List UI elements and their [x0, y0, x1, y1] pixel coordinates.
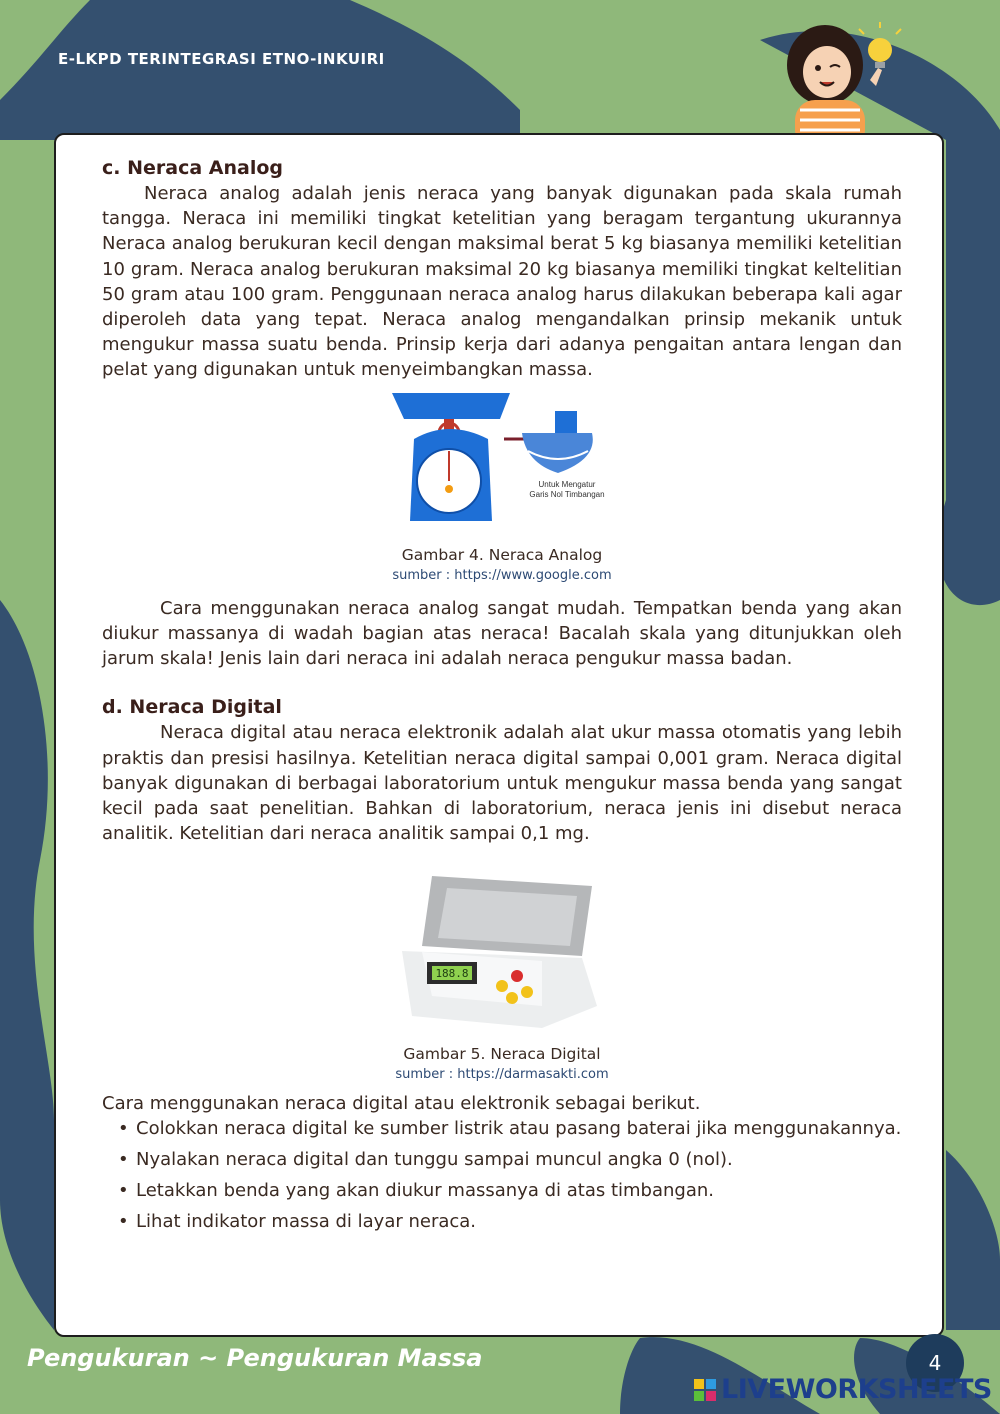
figure-5-caption: Gambar 5. Neraca Digital: [403, 1044, 601, 1063]
inset-label-1: Untuk Mengatur: [538, 479, 596, 489]
page-content: [102, 156, 902, 1241]
page-number: 4: [906, 1334, 964, 1392]
section-d-heading: d. Neraca Digital: [102, 696, 282, 719]
digital-scale-image: [392, 866, 612, 1031]
liveworksheets-brand: LIVEWORKSHEETS: [721, 1374, 992, 1405]
list-item: • Lihat indikator massa di layar neraca.: [136, 1209, 902, 1234]
scale-display-value: 188.8: [435, 967, 469, 981]
steps-intro: Cara menggunakan neraca digital atau elektronik sebagai berikut.: [102, 1092, 701, 1114]
section-c-paragraph-2: Cara menggunakan neraca analog sangat mudah. Tempatkan benda yang akan diukur massanya di wadah bagian atas neraca! Bacalah skala yang ditunjukkan oleh jarum skala! Jenis lain dari neraca ini adalah neraca pengukur massa badan.: [102, 597, 902, 670]
figure-5-source: sumber : https://darmasakti.com: [395, 1066, 609, 1082]
liveworksheets-icon: [694, 1379, 716, 1401]
analog-scale-image: [392, 389, 612, 527]
steps-list: [102, 1116, 902, 1235]
figure-4-source: sumber : https://www.google.com: [392, 567, 612, 583]
inset-label-2: Garis Nol Timbangan: [529, 489, 605, 499]
figure-4-caption: Gambar 4. Neraca Analog: [401, 545, 603, 564]
footer-title: Pengukuran ~ Pengukuran Massa: [27, 1344, 483, 1372]
header-title: E-LKPD TERINTEGRASI ETNO-INKUIRI: [58, 50, 385, 68]
section-c-heading: c. Neraca Analog: [102, 157, 283, 179]
list-item: • Nyalakan neraca digital dan tunggu sampai muncul angka 0 (nol).: [136, 1147, 902, 1172]
figure-digital-scale: [102, 866, 902, 1038]
list-item: • Colokkan neraca digital ke sumber listrik atau pasang baterai jika menggunakannya.: [136, 1116, 902, 1141]
section-c-paragraph-1: Neraca analog adalah jenis neraca yang banyak digunakan pada skala rumah tangga. Neraca ini memiliki tingkat ketelitian yang beragam tergantung ukurannya Neraca analog berukuran kecil dengan maksimal berat 5 kg biasanya memiliki ketelitian 10 gram. Neraca analog berukuran maksimal 20 kg biasanya memiliki tingkat keltelitian 50 gram atau 100 gram. Penggunaan neraca analog harus dilakukan beberapa kali agar diperoleh data yang tepat. Neraca analog mengandalkan prinsip mekanik untuk mengukur massa suatu benda. Prinsip kerja dari adanya pengaitan antara lengan dan pelat yang digunakan untuk menyeimbangkan massa.: [102, 183, 902, 381]
figure-analog-scale: [102, 389, 902, 534]
liveworksheets-logo[interactable]: [694, 1374, 992, 1405]
section-d-paragraph-1: Neraca digital atau neraca elektronik adalah alat ukur massa otomatis yang lebih praktis dan presisi hasilnya. Ketelitian neraca digital sampai 0,001 gram. Neraca digital banyak digunakan di berbagai laboratorium untuk mengukur massa benda yang sangat kecil pada saat penelitian. Bahkan di laboratorium, neraca jenis ini disebut neraca analitik. Ketelitian dari neraca analitik sampai 0,1 mg.: [102, 722, 902, 845]
list-item: • Letakkan benda yang akan diukur massanya di atas timbangan.: [136, 1178, 902, 1203]
